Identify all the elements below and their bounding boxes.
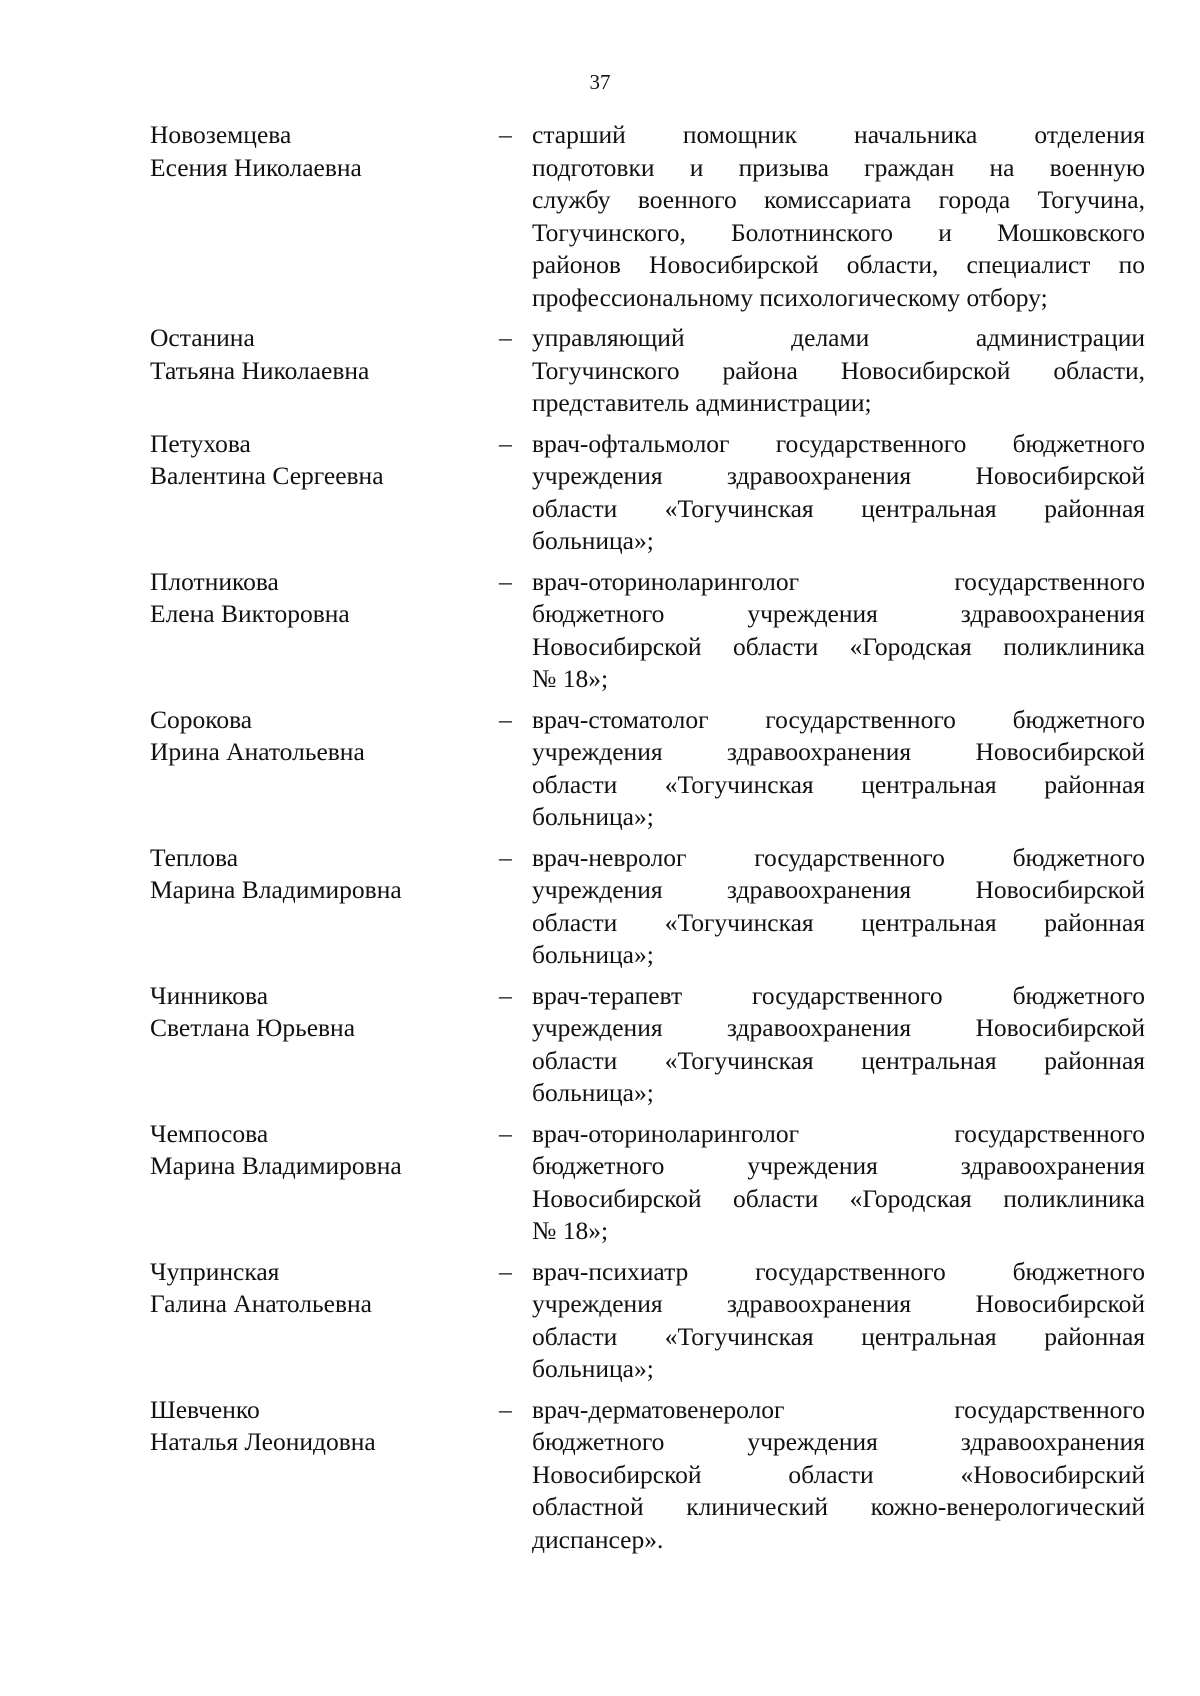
member-position [532, 1256, 1145, 1386]
member-entry [150, 428, 1145, 558]
separator-dash: – [499, 842, 512, 872]
position-line: врач-стоматолог государственного бюджетного [532, 704, 1145, 734]
position-line: врач-офтальмолог государственного бюджетного [532, 428, 1145, 458]
position-line: областной клинический кожно-венерологический [532, 1492, 1145, 1521]
position-line: больница»; [532, 802, 654, 831]
member-name [150, 322, 490, 387]
member-entry [150, 322, 1145, 420]
position-line: учреждения здравоохранения Новосибирской [532, 1013, 1145, 1042]
member-given-names: Галина Анатольевна [150, 1289, 372, 1318]
member-given-names: Марина Владимировна [150, 1151, 402, 1180]
member-given-names: Светлана Юрьевна [150, 1013, 356, 1042]
position-line: старший помощник начальника отделения [532, 120, 1145, 149]
member-name [150, 119, 490, 184]
position-line: диспансер». [532, 1524, 664, 1554]
member-position [532, 842, 1145, 972]
member-surname: Теплова [150, 842, 239, 872]
member-name [150, 428, 490, 493]
member-name [150, 1256, 490, 1321]
position-line: учреждения здравоохранения Новосибирской [532, 875, 1145, 904]
separator-dash: – [499, 323, 512, 352]
position-line: службу военного комиссариата города Тогучина, [532, 185, 1145, 214]
separator-dash: – [499, 428, 512, 458]
member-position [532, 1394, 1145, 1557]
position-line: области «Тогучинская центральная районная [532, 493, 1145, 523]
member-surname: Шевченко [150, 1394, 260, 1424]
member-given-names: Елена Викторовна [150, 599, 350, 628]
position-line: управляющий делами администрации [532, 323, 1145, 352]
member-given-names: Ирина Анатольевна [150, 737, 365, 766]
position-line: врач-дерматовенеролог государственного [532, 1394, 1145, 1424]
member-given-names: Татьяна Николаевна [150, 355, 370, 385]
member-surname: Чупринская [150, 1256, 280, 1286]
position-line: профессиональному психологическому отбору; [532, 282, 1048, 312]
position-line: больница»; [532, 1354, 654, 1383]
member-list [150, 119, 1145, 1564]
position-line: Тогучинского района Новосибирской области, [532, 355, 1145, 385]
member-name [150, 566, 490, 631]
member-surname: Петухова [150, 428, 251, 458]
member-given-names: Марина Владимировна [150, 875, 402, 904]
member-entry [150, 980, 1145, 1110]
position-line: больница»; [532, 526, 654, 555]
position-line: Новосибирской области «Городская поликлиника [532, 1183, 1145, 1213]
separator-dash: – [499, 1256, 512, 1286]
position-line: представитель администрации; [532, 388, 872, 417]
member-name [150, 980, 490, 1045]
position-line: врач-терапевт государственного бюджетного [532, 980, 1145, 1010]
position-line: № 18»; [532, 1216, 609, 1245]
separator-dash: – [499, 566, 512, 596]
member-given-names: Валентина Сергеевна [150, 461, 384, 490]
member-entry [150, 1118, 1145, 1248]
member-surname: Плотникова [150, 566, 279, 596]
member-entry [150, 1256, 1145, 1386]
member-entry [150, 1394, 1145, 1557]
member-surname: Останина [150, 323, 255, 352]
position-line: подготовки и призыва граждан на военную [532, 152, 1145, 182]
member-surname: Новоземцева [150, 120, 292, 149]
position-line: врач-оториноларинголог государственного [532, 1118, 1145, 1148]
position-line: учреждения здравоохранения Новосибирской [532, 737, 1145, 766]
member-given-names: Наталья Леонидовна [150, 1427, 376, 1456]
position-line: врач-невролог государственного бюджетного [532, 842, 1145, 872]
member-position [532, 980, 1145, 1110]
position-line: врач-психиатр государственного бюджетного [532, 1256, 1145, 1286]
separator-dash: – [499, 704, 512, 734]
position-line: врач-оториноларинголог государственного [532, 566, 1145, 596]
position-line: бюджетного учреждения здравоохранения [532, 1151, 1145, 1180]
page-number: 37 [589, 70, 611, 94]
position-line: области «Тогучинская центральная районная [532, 769, 1145, 799]
position-line: больница»; [532, 1078, 654, 1107]
separator-dash: – [499, 1118, 512, 1148]
position-line: № 18»; [532, 664, 609, 693]
member-name [150, 1394, 490, 1459]
member-given-names: Есения Николаевна [150, 152, 362, 182]
member-name [150, 704, 490, 769]
member-entry [150, 119, 1145, 314]
member-entry [150, 566, 1145, 696]
position-line: больница»; [532, 940, 654, 969]
member-entry [150, 704, 1145, 834]
member-surname: Чемпосова [150, 1118, 269, 1148]
position-line: Новосибирской области «Новосибирский [532, 1459, 1145, 1489]
position-line: Новосибирской области «Городская поликлиника [532, 631, 1145, 661]
position-line: Тогучинского, Болотнинского и Мошковского [532, 217, 1145, 247]
position-line: области «Тогучинская центральная районная [532, 1045, 1145, 1075]
member-position [532, 119, 1145, 314]
position-line: районов Новосибирской области, специалист по [532, 250, 1145, 279]
position-line: учреждения здравоохранения Новосибирской [532, 1289, 1145, 1318]
member-position [532, 322, 1145, 420]
member-surname: Чинникова [150, 980, 269, 1010]
member-position [532, 566, 1145, 696]
member-name [150, 842, 490, 907]
member-surname: Сорокова [150, 704, 253, 734]
member-position [532, 428, 1145, 558]
position-line: учреждения здравоохранения Новосибирской [532, 461, 1145, 490]
separator-dash: – [499, 980, 512, 1010]
member-position [532, 1118, 1145, 1248]
member-entry [150, 842, 1145, 972]
position-line: бюджетного учреждения здравоохранения [532, 1427, 1145, 1456]
position-line: бюджетного учреждения здравоохранения [532, 599, 1145, 628]
separator-dash: – [499, 1394, 512, 1424]
position-line: области «Тогучинская центральная районная [532, 907, 1145, 937]
separator-dash: – [499, 120, 512, 149]
position-line: области «Тогучинская центральная районная [532, 1321, 1145, 1351]
member-name [150, 1118, 490, 1183]
member-position [532, 704, 1145, 834]
